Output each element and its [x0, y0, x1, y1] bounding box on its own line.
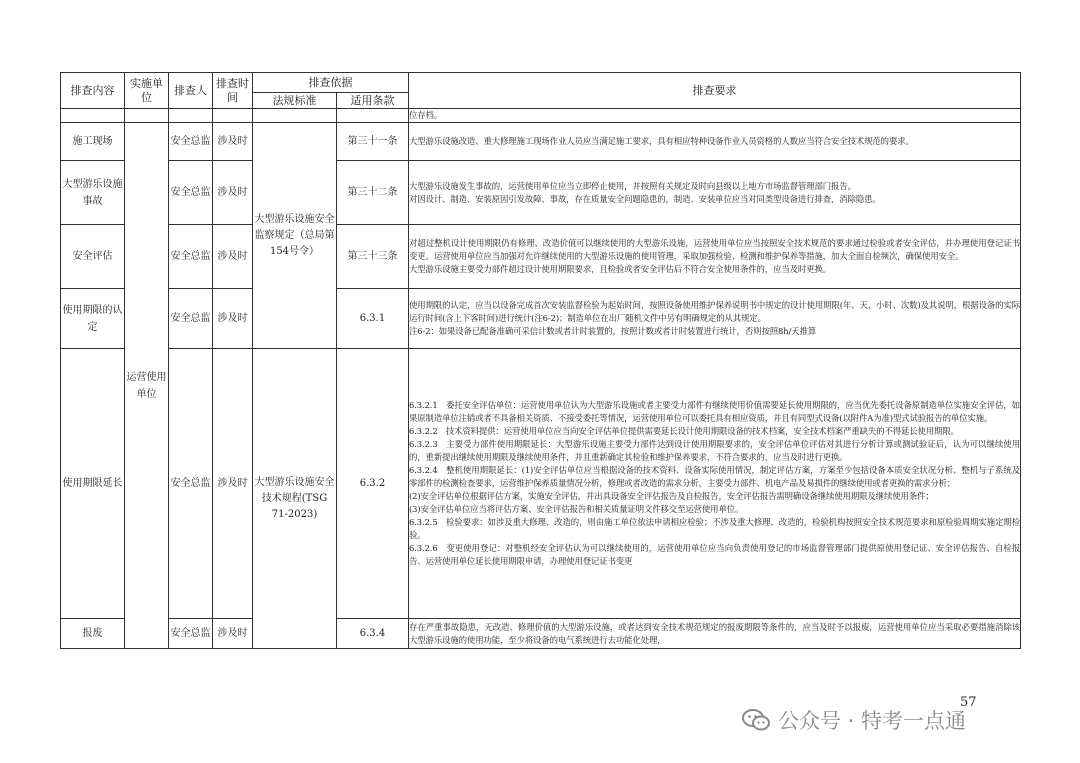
row-time: 涉及时 — [213, 349, 253, 619]
row-person: 安全总监 — [169, 161, 213, 225]
header-unit: 实施单位 — [125, 73, 169, 109]
header-requirement: 排查要求 — [409, 73, 1021, 109]
requirement-paragraph: 6.3.2.5 检验要求：如涉及重大修理、改造的，则由施工单位依法申请相应检验；不涉及重大修理、改造的，检验机构按照安全技术规范要求和原检验周期实施定期检验。 — [409, 517, 1020, 540]
row-clause: 第三十二条 — [337, 161, 409, 225]
regulation-cell — [253, 349, 337, 649]
row-content: 报废 — [61, 619, 125, 649]
regulation-cell — [253, 123, 337, 349]
row-requirement — [409, 289, 1021, 349]
requirement-paragraph: 对超过整机设计使用期限仍有修理、改造价值可以继续使用的大型游乐设施，运营使用单位应当按照安全技术规范的要求通过检验或者安全评估，并办理使用登记证书变更。运营使用单位应当加强对允许继续使用的大型游乐设施的使用管理，采取加强检验、检测和维护保养等措施，加大全面自检频次，确保使用安全。 — [409, 238, 1020, 261]
requirement-paragraph: 6.3.2.4 整机使用期限延长：(1)安全评估单位应当根据设备的技术资料、设备实际使用情况，制定评估方案，方案至少包括设备本质安全状况分析、整机与子系统及零部件的检测检查要求，运营维护保养质量情况分析，修理或者改造的需求分析，主要受力部件、机电产品及易损件的继续使用或者更换的需求分析； — [409, 465, 1020, 488]
header-time: 排查时间 — [213, 73, 253, 109]
header-basis: 排查依据 — [253, 73, 409, 93]
row-requirement — [409, 123, 1021, 161]
row-requirement — [409, 161, 1021, 225]
row-requirement — [409, 225, 1021, 289]
requirement-paragraph: 6.3.2.6 变更使用登记：对整机经安全评估认为可以继续使用的，运营使用单位应当向负责使用登记的市场监督管理部门提供原使用登记证、安全评估报告、自检报告、运营使用单位延长使用期限申请，办理使用登记证书变更 — [409, 543, 1020, 566]
row-content: 使用期限延长 — [61, 349, 125, 619]
row-time: 涉及时 — [213, 225, 253, 289]
row-clause: 6.3.4 — [337, 619, 409, 649]
requirement-paragraph: (2)安全评估单位根据评估方案，实施安全评估，并出具设备安全评估报告及自检报告，安全评估报告需明确设备继续使用期限及继续使用条件； — [409, 491, 934, 501]
row-time: 涉及时 — [213, 619, 253, 649]
row-clause: 第三十一条 — [337, 123, 409, 161]
header-regulation: 法规标准 — [253, 93, 337, 109]
requirement-paragraph: 大型游乐设施发生事故的，运营使用单位应当立即停止使用，并按照有关规定及时向县级以上地方市场监督管理部门报告。 — [409, 180, 856, 191]
row-requirement — [409, 349, 1021, 619]
page-number: 57 — [960, 695, 977, 710]
requirement-paragraph: 6.3.2.2 技术资料提供：运营使用单位应当向安全评估单位提供需要延长设计使用期限设备的技术档案，安全技术档案严重缺失的不得延长使用期限。 — [409, 426, 959, 436]
requirement-paragraph: 对因设计、制造、安装原因引发故障、事故，存在质量安全问题隐患的，制造、安装单位应当对同类型设备进行排查，消除隐患。 — [409, 193, 881, 204]
row-person: 安全总监 — [169, 619, 213, 649]
row-clause: 6.3.1 — [337, 289, 409, 349]
unit-label: 运营使用单位 — [126, 371, 167, 400]
requirement-paragraph: 使用期限的认定，应当以设备完成首次安装监督检验为起始时间，按照设备使用维护保养说明书中规定的设计使用期限(年、天、小时、次数)及其说明，根据设备的实际运行时间(含上下客时间)进行统计(注6-2)；制造单位在出厂随机文件中另有明确规定的从其规定。 — [409, 300, 1020, 323]
row-content: 安全评估 — [61, 225, 125, 289]
row-time: 涉及时 — [213, 161, 253, 225]
regulation-label: 大型游乐设施安全监察规定（总局第154号令） — [254, 213, 335, 257]
requirement-paragraph: 存在严重事故隐患，无改造、修理价值的大型游乐设施，或者达到安全技术规范规定的报废期限等条件的，应当及时予以报废，运营使用单位应当采取必要措施消除该大型游乐设施的使用功能，至少将设备的电气系统进行去功能化处理， — [409, 621, 1020, 645]
requirement-paragraph: 6.3.2.3 主要受力部件使用期限延长：大型游乐设施主要受力部件达到设计使用期限要求的，安全评估单位评估对其进行分析计算或测试验证后，认为可以继续使用的，重新提出继续使用期限及继续使用条件，并且重新确定其检验和维护保养要求，不符合要求的，应当及时进行更换。 — [409, 439, 1020, 462]
header-person: 排查人 — [169, 73, 213, 109]
wechat-icon — [742, 709, 770, 731]
row-person: 安全总监 — [169, 289, 213, 349]
row-time: 涉及时 — [213, 289, 253, 349]
requirement-paragraph: (3)安全评估单位应当将评估方案、安全评估报告和相关质量证明文件移交至运营使用单位。 — [409, 504, 744, 514]
requirement-paragraph: 大型游乐设施改造、重大修理施工现场作业人员应当满足施工要求，具有相应特种设备作业人员资格的人数应当符合安全技术规范的要求。 — [409, 136, 914, 146]
carryover-text: 位存档。 — [409, 109, 1021, 123]
row-content: 大型游乐设施事故 — [61, 161, 125, 225]
row-time: 涉及时 — [213, 123, 253, 161]
row-person: 安全总监 — [169, 123, 213, 161]
regulation-label: 大型游乐设施安全技术规程(TSG 71-2023) — [254, 476, 335, 520]
watermark-text: 公众号 · 特考一点通 — [778, 709, 967, 733]
row-person: 安全总监 — [169, 349, 213, 619]
header-content: 排查内容 — [61, 73, 125, 109]
row-content: 使用期限的认定 — [61, 289, 125, 349]
inspection-table — [60, 72, 1021, 649]
row-content: 施工现场 — [61, 123, 125, 161]
requirement-paragraph: 大型游乐设施主要受力部件超过设计使用期限要求，且检验或者安全评估后不符合安全使用条件的，应当及时更换。 — [409, 264, 832, 274]
row-clause: 6.3.2 — [337, 349, 409, 619]
requirement-paragraph: 6.3.2.1 委托安全评估单位：运营使用单位认为大型游乐设施或者主要受力部件有继续使用价值需要延长使用期限的，应当优先委托设备原制造单位实施安全评估，如果原制造单位注销或者不具备相关资质、不接受委托等情况，运营使用单位可以委托具有相应资质，并且有同型式设备(以附件A为准)型式试验报告的单位实施。 — [409, 400, 1020, 423]
header-clause: 适用条款 — [337, 93, 409, 109]
unit-cell — [125, 123, 169, 649]
requirement-note: 注6-2：如果设备已配备准确可采信计数或者计时装置的，按照计数或者计时装置进行统计，否则按照8h/天推算 — [409, 326, 817, 336]
row-person: 安全总监 — [169, 225, 213, 289]
watermark — [742, 705, 966, 735]
row-requirement — [409, 619, 1021, 649]
row-clause: 第三十三条 — [337, 225, 409, 289]
